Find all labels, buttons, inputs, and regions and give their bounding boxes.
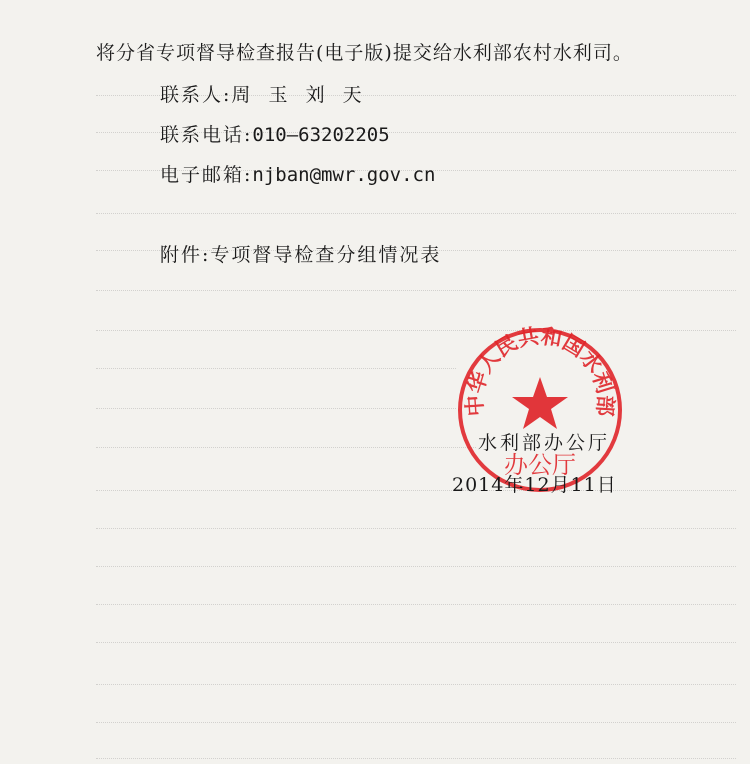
- phone-row: [160, 120, 390, 147]
- bleed-through-line: [96, 490, 736, 493]
- issuer-name: 水利部办公厅: [478, 432, 611, 454]
- bleed-through-line: [96, 290, 736, 293]
- bleed-through-line: [96, 604, 736, 607]
- bleed-through-line: [96, 758, 736, 761]
- seal-subtext: 办公厅: [504, 451, 576, 479]
- contact-label: 联系人:: [160, 84, 232, 106]
- attachment-row: [160, 240, 441, 267]
- phone-number: 010—63202205: [252, 124, 390, 146]
- seal-star-icon: [512, 377, 568, 429]
- bleed-through-line: [96, 722, 736, 725]
- bleed-through-line: [96, 368, 456, 371]
- issue-date: 2014年12月11日: [452, 474, 617, 496]
- email-address: njban@mwr.gov.cn: [252, 164, 436, 186]
- email-row: [160, 160, 435, 187]
- bleed-through-line: [96, 213, 736, 216]
- contact-row: [160, 80, 364, 107]
- attachment-label: 附件:: [160, 244, 211, 266]
- bleed-through-line: [96, 566, 736, 569]
- bleed-through-line: [96, 528, 736, 531]
- phone-label: 联系电话:: [160, 124, 253, 146]
- attachment-title: 专项督导检查分组情况表: [210, 244, 442, 266]
- bleed-through-line: [96, 684, 736, 687]
- bleed-through-line: [96, 642, 736, 645]
- seal-arc-text: 中华人民共和国水利部: [461, 325, 619, 418]
- submission-instruction: 将分省专项督导检查报告(电子版)提交给水利部农村水利司。: [96, 42, 633, 64]
- bleed-through-line: [96, 408, 456, 411]
- email-label: 电子邮箱:: [160, 164, 253, 186]
- bleed-through-line: [96, 447, 476, 450]
- bleed-through-line: [96, 330, 736, 333]
- contact-name: 周 玉 刘 天: [231, 84, 364, 106]
